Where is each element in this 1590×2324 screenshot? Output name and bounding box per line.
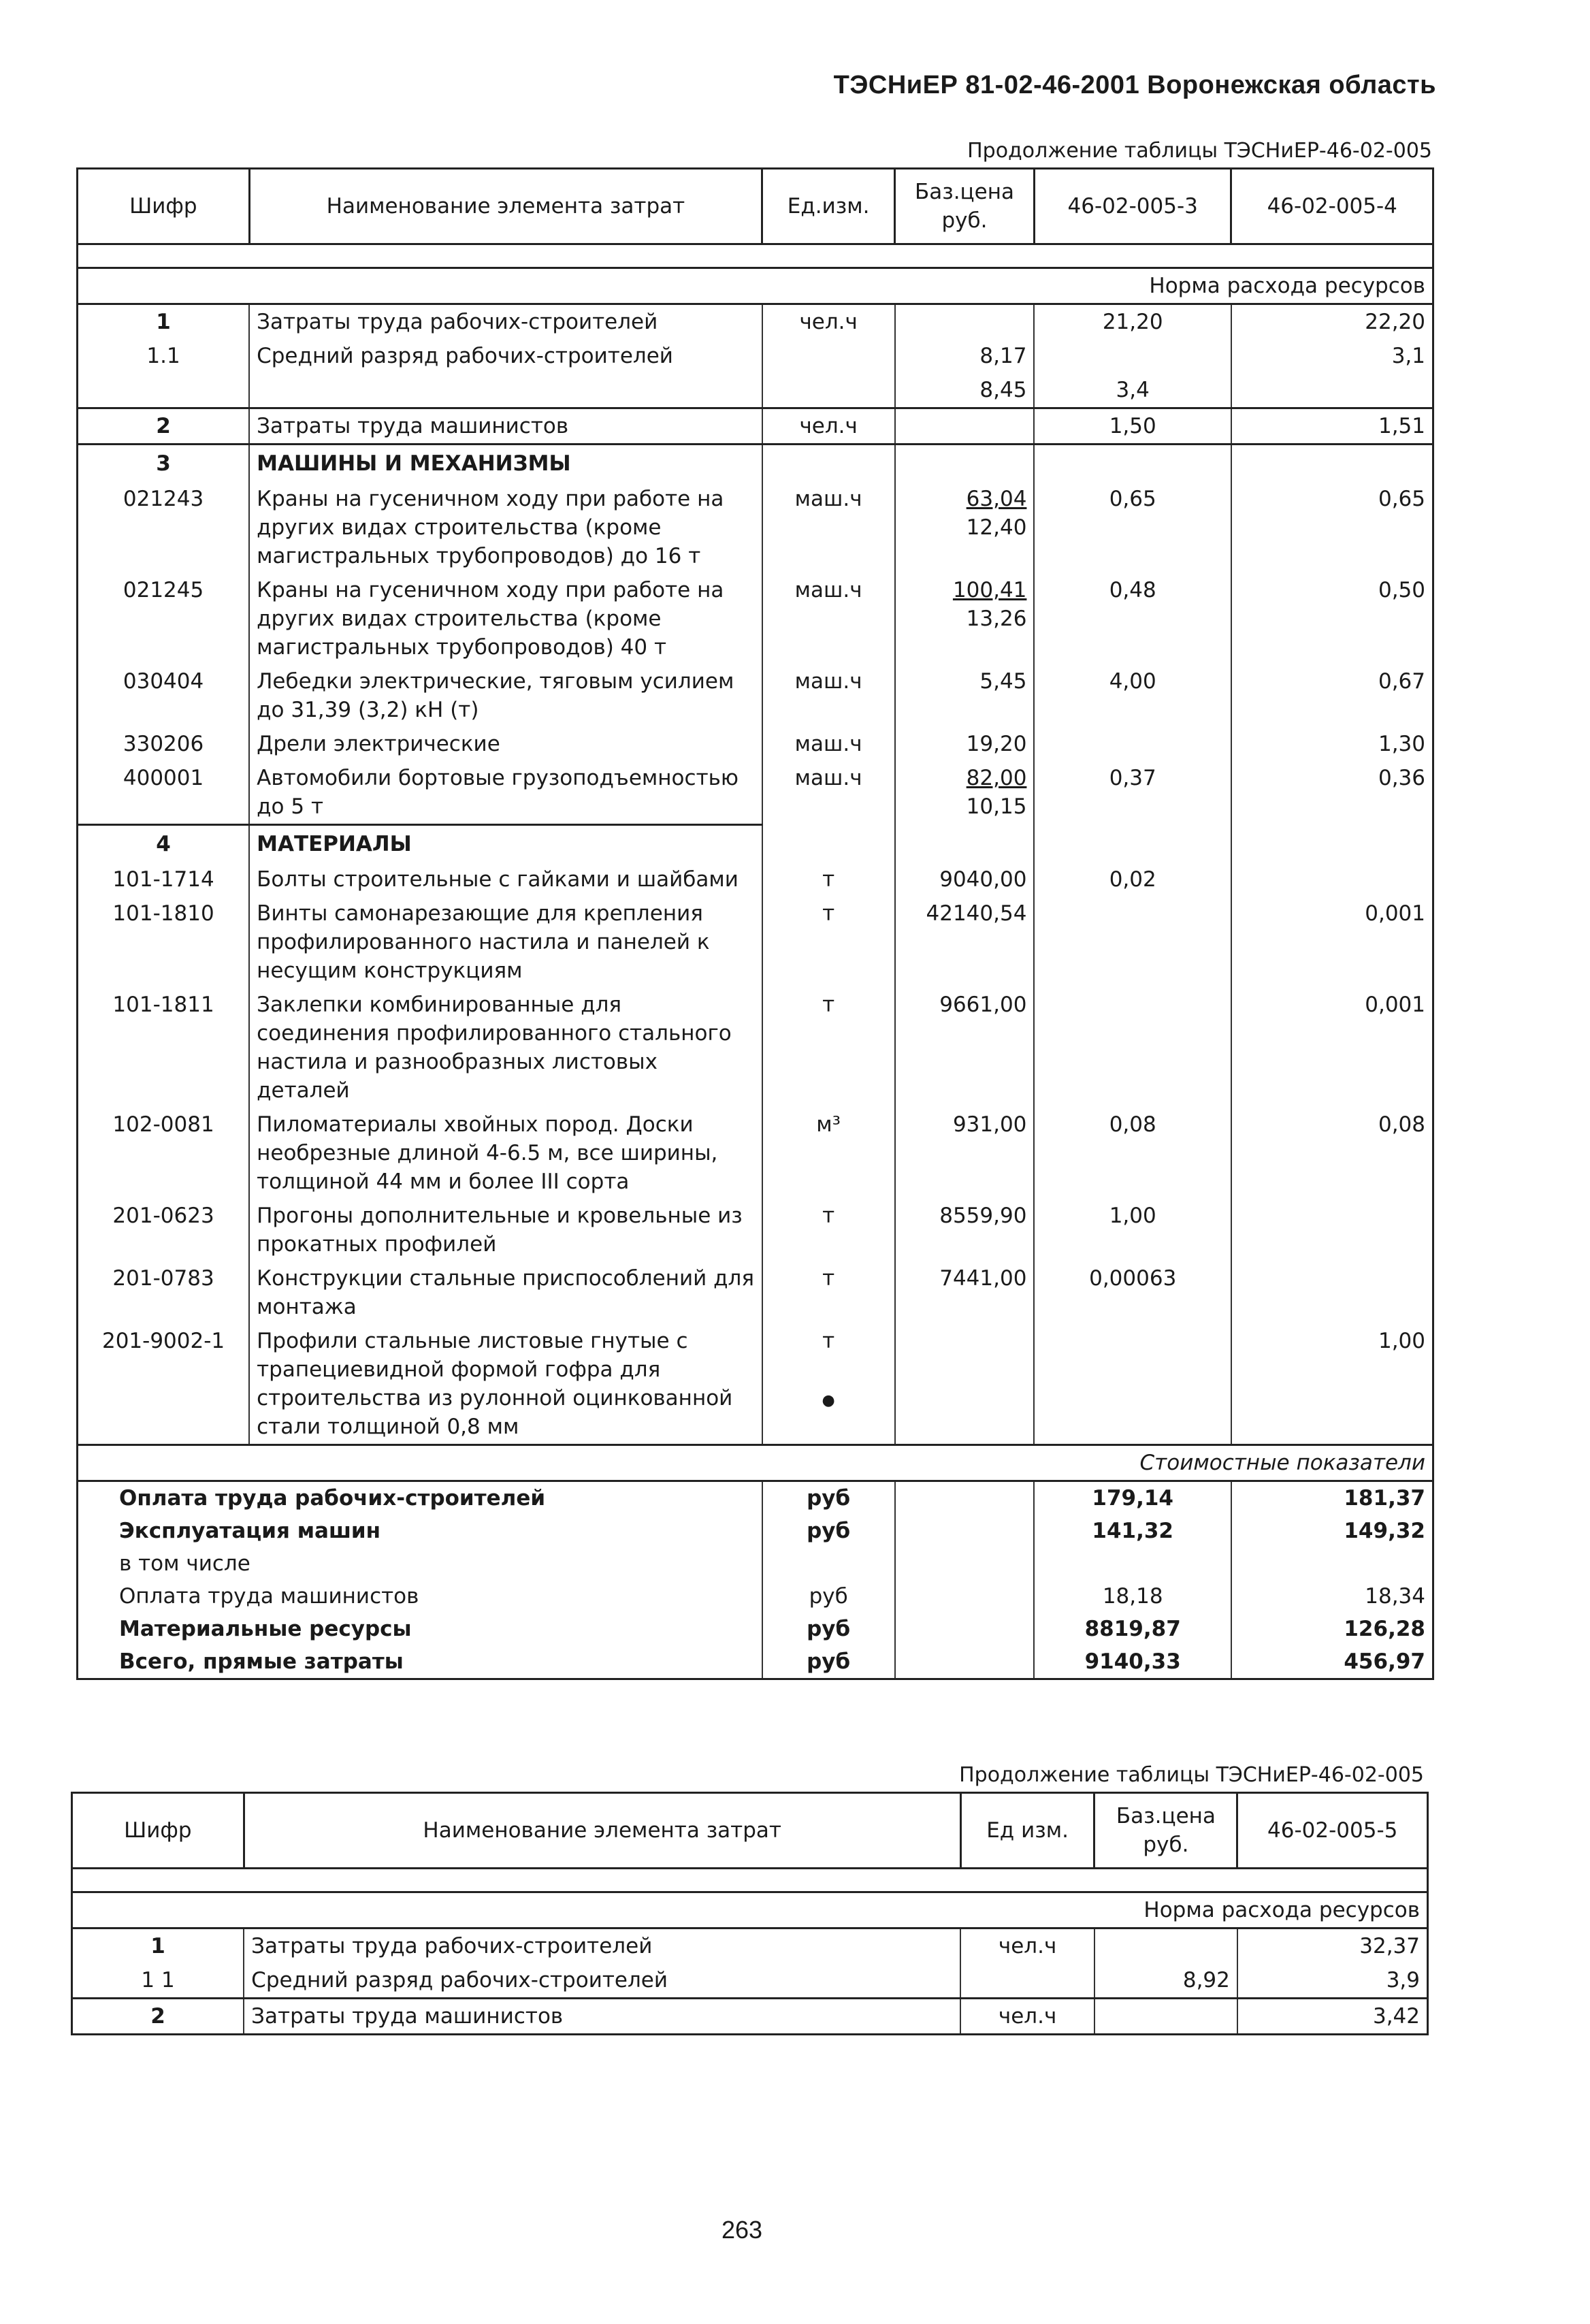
row-v4: 0,001 (1231, 988, 1433, 1108)
row-price (895, 304, 1035, 340)
column-header-price: Баз.цена руб. (895, 169, 1035, 244)
row-v3: 0,02 (1034, 862, 1231, 897)
resource-norms-table-2 (71, 1792, 1429, 2035)
total-row (78, 1580, 1433, 1613)
table-row (78, 339, 1433, 373)
row-code: 201-0623 (78, 1199, 250, 1261)
column-header-46-02-005-4: 46-02-005-4 (1231, 169, 1433, 244)
row-code: 101-1811 (78, 988, 250, 1108)
row-unit: маш.ч (762, 761, 895, 825)
column-header-code: Шифр (72, 1793, 244, 1869)
row-code: 021243 (78, 482, 250, 573)
page-number: 263 (721, 2216, 763, 2244)
total-v3: 8819,87 (1034, 1613, 1231, 1645)
row-code: 1 (72, 1928, 244, 1964)
total-row (78, 1481, 1433, 1515)
total-v3: 141,32 (1034, 1515, 1231, 1547)
row-price: 931,00 (895, 1108, 1035, 1199)
row-code: 201-9002-1 (78, 1324, 250, 1445)
total-row (78, 1547, 1433, 1580)
table1-caption: Продолжение таблицы ТЭСНиЕР-46-02-005 (967, 139, 1432, 163)
row-code (78, 373, 250, 408)
total-label: Материальные ресурсы (78, 1613, 762, 1645)
spacer-row (78, 244, 1433, 268)
row-price (895, 408, 1035, 445)
total-v3: 18,18 (1034, 1580, 1231, 1613)
table-row (72, 1999, 1428, 2035)
table-row (78, 408, 1433, 445)
row-unit: м³ (762, 1108, 895, 1199)
price-labour: 13,26 (966, 607, 1027, 631)
scan-dot-mark: ● (822, 1392, 835, 1409)
row-price: 8,17 (895, 339, 1035, 373)
total-unit: руб (762, 1481, 895, 1515)
row-v4 (1231, 373, 1433, 408)
row-unit: маш.ч (762, 664, 895, 727)
section-code: 4 (78, 825, 250, 863)
row-unit: т (762, 897, 895, 988)
row-name: Краны на гусеничном ходу при работе на других видах строительства (кроме магистральных трубопроводов) до 16 т (249, 482, 762, 573)
section-code: 3 (78, 445, 250, 483)
total-v4: 456,97 (1231, 1645, 1433, 1679)
row-unit: чел.ч (762, 304, 895, 340)
price-labour: 12,40 (966, 515, 1027, 540)
row-unit: чел.ч (960, 1999, 1094, 2035)
row-price: 7441,00 (895, 1261, 1035, 1324)
total-row (78, 1515, 1433, 1547)
table2-caption: Продолжение таблицы ТЭСНиЕР-46-02-005 (959, 1763, 1424, 1787)
total-label: Оплата труда машинистов (78, 1580, 762, 1613)
row-v3: 1,50 (1034, 408, 1231, 445)
row-v3 (1034, 1324, 1231, 1445)
column-header-unit: Ед.изм. (762, 169, 895, 244)
row-v4: 1,51 (1231, 408, 1433, 445)
table-row (78, 482, 1433, 573)
row-v4: 0,50 (1231, 573, 1433, 664)
row-unit: маш.ч (762, 727, 895, 761)
row-code: 101-1810 (78, 897, 250, 988)
row-v5: 3,9 (1237, 1963, 1428, 1999)
row-name: Краны на гусеничном ходу при работе на других видах строительства (кроме магистральных трубопроводов) 40 т (249, 573, 762, 664)
column-header-code: Шифр (78, 169, 250, 244)
row-v3: 4,00 (1034, 664, 1231, 727)
row-price: 8,92 (1094, 1963, 1237, 1999)
row-name: Затраты труда машинистов (249, 408, 762, 445)
column-header-unit: Ед изм. (960, 1793, 1094, 1869)
total-unit: руб (762, 1580, 895, 1613)
row-v4 (1231, 862, 1433, 897)
norm-label: Норма расхода ресурсов (72, 1892, 1428, 1928)
row-price: 8,45 (895, 373, 1035, 408)
total-v4: 149,32 (1231, 1515, 1433, 1547)
row-code: 2 (78, 408, 250, 445)
row-v4 (1231, 1261, 1433, 1324)
table-row (78, 988, 1433, 1108)
row-unit: чел.ч (762, 408, 895, 445)
row-v4: 0,67 (1231, 664, 1433, 727)
row-price: 9040,00 (895, 862, 1035, 897)
table-row (78, 664, 1433, 727)
column-header-46-02-005-3: 46-02-005-3 (1034, 169, 1231, 244)
row-v3: 0,65 (1034, 482, 1231, 573)
total-v4: 18,34 (1231, 1580, 1433, 1613)
row-v3: 0,00063 (1034, 1261, 1231, 1324)
row-name: Средний разряд рабочих-строителей (244, 1963, 960, 1999)
total-label: Оплата труда рабочих-строителей (78, 1481, 762, 1515)
row-v3: 0,37 (1034, 761, 1231, 825)
price-main: 82,00 (966, 766, 1027, 790)
price-main: 63,04 (966, 487, 1027, 511)
row-name: Заклепки комбинированные для соединения профилированного стального настила и разнообразных листовых деталей (249, 988, 762, 1108)
row-v4: 1,30 (1231, 727, 1433, 761)
row-price: 19,20 (895, 727, 1035, 761)
cost-label: Стоимостные показатели (78, 1445, 1433, 1481)
total-unit: руб (762, 1515, 895, 1547)
row-price: 42140,54 (895, 897, 1035, 988)
row-v3: 1,00 (1034, 1199, 1231, 1261)
table-row (78, 727, 1433, 761)
total-v4 (1231, 1547, 1433, 1580)
row-name: Затраты труда рабочих-строителей (249, 304, 762, 340)
column-header-name: Наименование элемента затрат (249, 169, 762, 244)
norm-label: Норма расхода ресурсов (78, 268, 1433, 304)
row-name: Лебедки электрические, тяговым усилием до 31,39 (3,2) кН (т) (249, 664, 762, 727)
row-price (895, 761, 1035, 825)
total-row (78, 1645, 1433, 1679)
row-unit (762, 339, 895, 373)
resource-norms-table-1 (76, 167, 1434, 1680)
spacer-row (72, 1869, 1428, 1892)
section-title: МАШИНЫ И МЕХАНИЗМЫ (249, 445, 762, 483)
row-v3 (1034, 988, 1231, 1108)
row-price (895, 1324, 1035, 1445)
total-row (78, 1613, 1433, 1645)
row-unit (960, 1963, 1094, 1999)
total-v3 (1034, 1547, 1231, 1580)
row-price (1094, 1999, 1237, 2035)
table-row (78, 761, 1433, 825)
total-v4: 181,37 (1231, 1481, 1433, 1515)
row-code: 1 1 (72, 1963, 244, 1999)
row-unit: т (762, 988, 895, 1108)
row-unit: т (762, 1261, 895, 1324)
table-row (78, 1261, 1433, 1324)
row-v4: 3,1 (1231, 339, 1433, 373)
row-price: 5,45 (895, 664, 1035, 727)
row-name: Затраты труда рабочих-строителей (244, 1928, 960, 1964)
row-v4 (1231, 1199, 1433, 1261)
row-code: 1 (78, 304, 250, 340)
table-row (78, 1324, 1433, 1445)
table-row (72, 1928, 1428, 1964)
section-title: МАТЕРИАЛЫ (249, 825, 762, 863)
row-v4: 1,00 (1231, 1324, 1433, 1445)
table-row (78, 897, 1433, 988)
row-price (895, 573, 1035, 664)
total-v4: 126,28 (1231, 1613, 1433, 1645)
row-code: 1.1 (78, 339, 250, 373)
row-unit: т (762, 862, 895, 897)
row-code: 030404 (78, 664, 250, 727)
row-v3: 0,48 (1034, 573, 1231, 664)
total-v3: 179,14 (1034, 1481, 1231, 1515)
row-unit (762, 373, 895, 408)
row-v4: 22,20 (1231, 304, 1433, 340)
row-code: 201-0783 (78, 1261, 250, 1324)
row-code: 2 (72, 1999, 244, 2035)
row-price: 9661,00 (895, 988, 1035, 1108)
row-name: Пиломатериалы хвойных пород. Доски необрезные длиной 4-6.5 м, все ширины, толщиной 44 мм и более III сорта (249, 1108, 762, 1199)
row-name: Конструкции стальные приспособлений для монтажа (249, 1261, 762, 1324)
document-header-title: ТЭСНиЕР 81-02-46-2001 Воронежская область (833, 71, 1436, 99)
section-row-materials (78, 825, 1433, 863)
row-code: 021245 (78, 573, 250, 664)
row-name: Винты самонарезающие для крепления профилированного настила и панелей к несущим конструкциям (249, 897, 762, 988)
row-unit: т (762, 1199, 895, 1261)
total-label: Всего, прямые затраты (78, 1645, 762, 1679)
row-unit: маш.ч (762, 573, 895, 664)
row-name: Автомобили бортовые грузоподъемностью до 5 т (249, 761, 762, 825)
price-main: 100,41 (952, 578, 1027, 602)
total-label: в том числе (78, 1547, 762, 1580)
row-v3: 3,4 (1034, 373, 1231, 408)
row-code: 101-1714 (78, 862, 250, 897)
row-v4: 0,36 (1231, 761, 1433, 825)
table-header-row (72, 1793, 1428, 1869)
table-row (78, 1108, 1433, 1199)
column-header-price: Баз.цена руб. (1094, 1793, 1237, 1869)
row-v4: 0,001 (1231, 897, 1433, 988)
row-price (1094, 1928, 1237, 1964)
price-labour: 10,15 (966, 794, 1027, 819)
row-v3: 21,20 (1034, 304, 1231, 340)
row-unit: чел.ч (960, 1928, 1094, 1964)
row-v3 (1034, 727, 1231, 761)
row-v3: 0,08 (1034, 1108, 1231, 1199)
row-name (249, 373, 762, 408)
column-header-name: Наименование элемента затрат (244, 1793, 960, 1869)
row-v4: 0,65 (1231, 482, 1433, 573)
row-price: 8559,90 (895, 1199, 1035, 1261)
row-v3 (1034, 897, 1231, 988)
row-unit: т ● (762, 1324, 895, 1445)
row-unit: маш.ч (762, 482, 895, 573)
row-v5: 3,42 (1237, 1999, 1428, 2035)
row-name: Средний разряд рабочих-строителей (249, 339, 762, 373)
table-row (78, 862, 1433, 897)
table-row (78, 304, 1433, 340)
row-code: 102-0081 (78, 1108, 250, 1199)
table-row (78, 573, 1433, 664)
row-name: Дрели электрические (249, 727, 762, 761)
table-row (78, 1199, 1433, 1261)
table-header-row (78, 169, 1433, 244)
row-price (895, 482, 1035, 573)
table-row (72, 1963, 1428, 1999)
total-v3: 9140,33 (1034, 1645, 1231, 1679)
total-label: Эксплуатация машин (78, 1515, 762, 1547)
row-name: Профили стальные листовые гнутые с трапециевидной формой гофра для строительства из рулонной оцинкованной стали толщиной 0,8 мм (249, 1324, 762, 1445)
row-v5: 32,37 (1237, 1928, 1428, 1964)
total-unit: руб (762, 1645, 895, 1679)
row-v4: 0,08 (1231, 1108, 1433, 1199)
total-unit (762, 1547, 895, 1580)
row-name: Затраты труда машинистов (244, 1999, 960, 2035)
row-name: Прогоны дополнительные и кровельные из прокатных профилей (249, 1199, 762, 1261)
table-row (78, 373, 1433, 408)
row-code: 400001 (78, 761, 250, 825)
row-v3 (1034, 339, 1231, 373)
row-code: 330206 (78, 727, 250, 761)
row-name: Болты строительные с гайками и шайбами (249, 862, 762, 897)
section-row-machines (78, 445, 1433, 483)
column-header-46-02-005-5: 46-02-005-5 (1237, 1793, 1428, 1869)
total-unit: руб (762, 1613, 895, 1645)
